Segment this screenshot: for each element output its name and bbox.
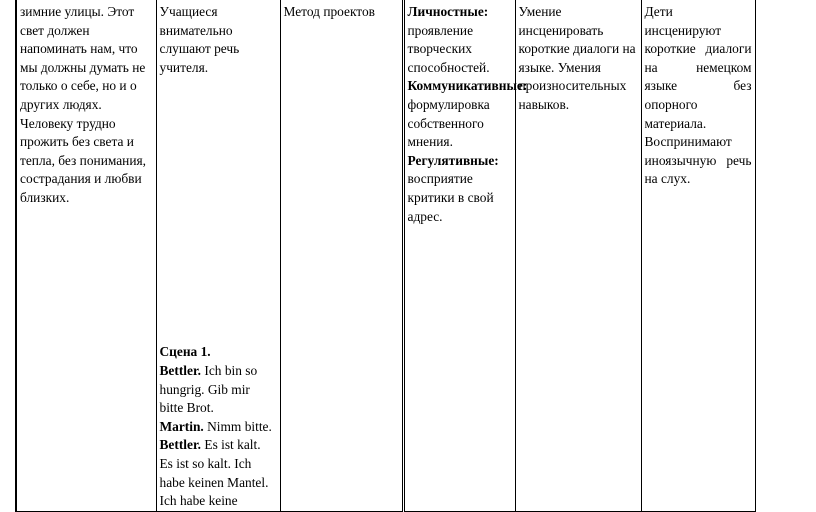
skills-cell [515,0,641,511]
dialogue-speaker: Martin. [159,418,204,434]
student-activity-cell [156,0,280,511]
dialogue-text: Es ist kalt. Es ist so kalt. Ich habe keinen Mantel. Ich habe keine [159,437,269,509]
expected-results-cell [641,0,755,511]
outcome-regulatory [408,152,512,226]
dialogue-text: Ich bin so hungrig. Gib mir bitte Brot. [159,362,258,416]
outcome-text: формулировка собственного мнения. [407,96,490,150]
dialogue-text: Nimm bitte. [207,418,272,434]
scene-title: Сцена 1. [159,344,211,360]
outcome-label: Коммуникативные: [407,78,528,94]
skills-text: Умение инсценировать короткие диалоги на языке. Умения произносительных навыков. [518,4,636,112]
dialogue-speaker: Bettler. [159,437,202,453]
lesson-plan-table [15,0,756,512]
method-text: Метод проектов [283,4,376,19]
dialogue-speaker: Bettler. [159,362,202,378]
stage-description-text: зимние улицы. Этот свет должен напоминать нам, что мы должны думать не только о себе, но и о других людях. Человеку трудно прожить без света и тепла, без понимания, сострадания и любви близких. [20,4,147,205]
outcome-communicative [407,77,528,151]
table-row [16,0,755,511]
expected-results-text: Дети инсценируют короткие диалоги на немецком языке без опорного материала. Воспринимают иноязычную речь на слух. [644,4,752,187]
student-activity-text: Учащиеся внимательно слушают речь учителя. [159,4,240,75]
stage-description-cell [16,0,156,511]
outcome-text: проявление творческих способностей. [407,22,490,75]
outcome-label: Личностные: [407,4,489,19]
dialogue-line [160,418,277,437]
outcome-label: Регулятивные: [407,152,499,168]
method-cell [280,0,403,511]
outcome-text: восприятие критики в свой адрес. [407,171,494,224]
outcome-personal [408,3,512,77]
learning-outcomes-cell [403,0,528,511]
dialogue-line [160,436,277,510]
dialogue-line [160,362,277,418]
